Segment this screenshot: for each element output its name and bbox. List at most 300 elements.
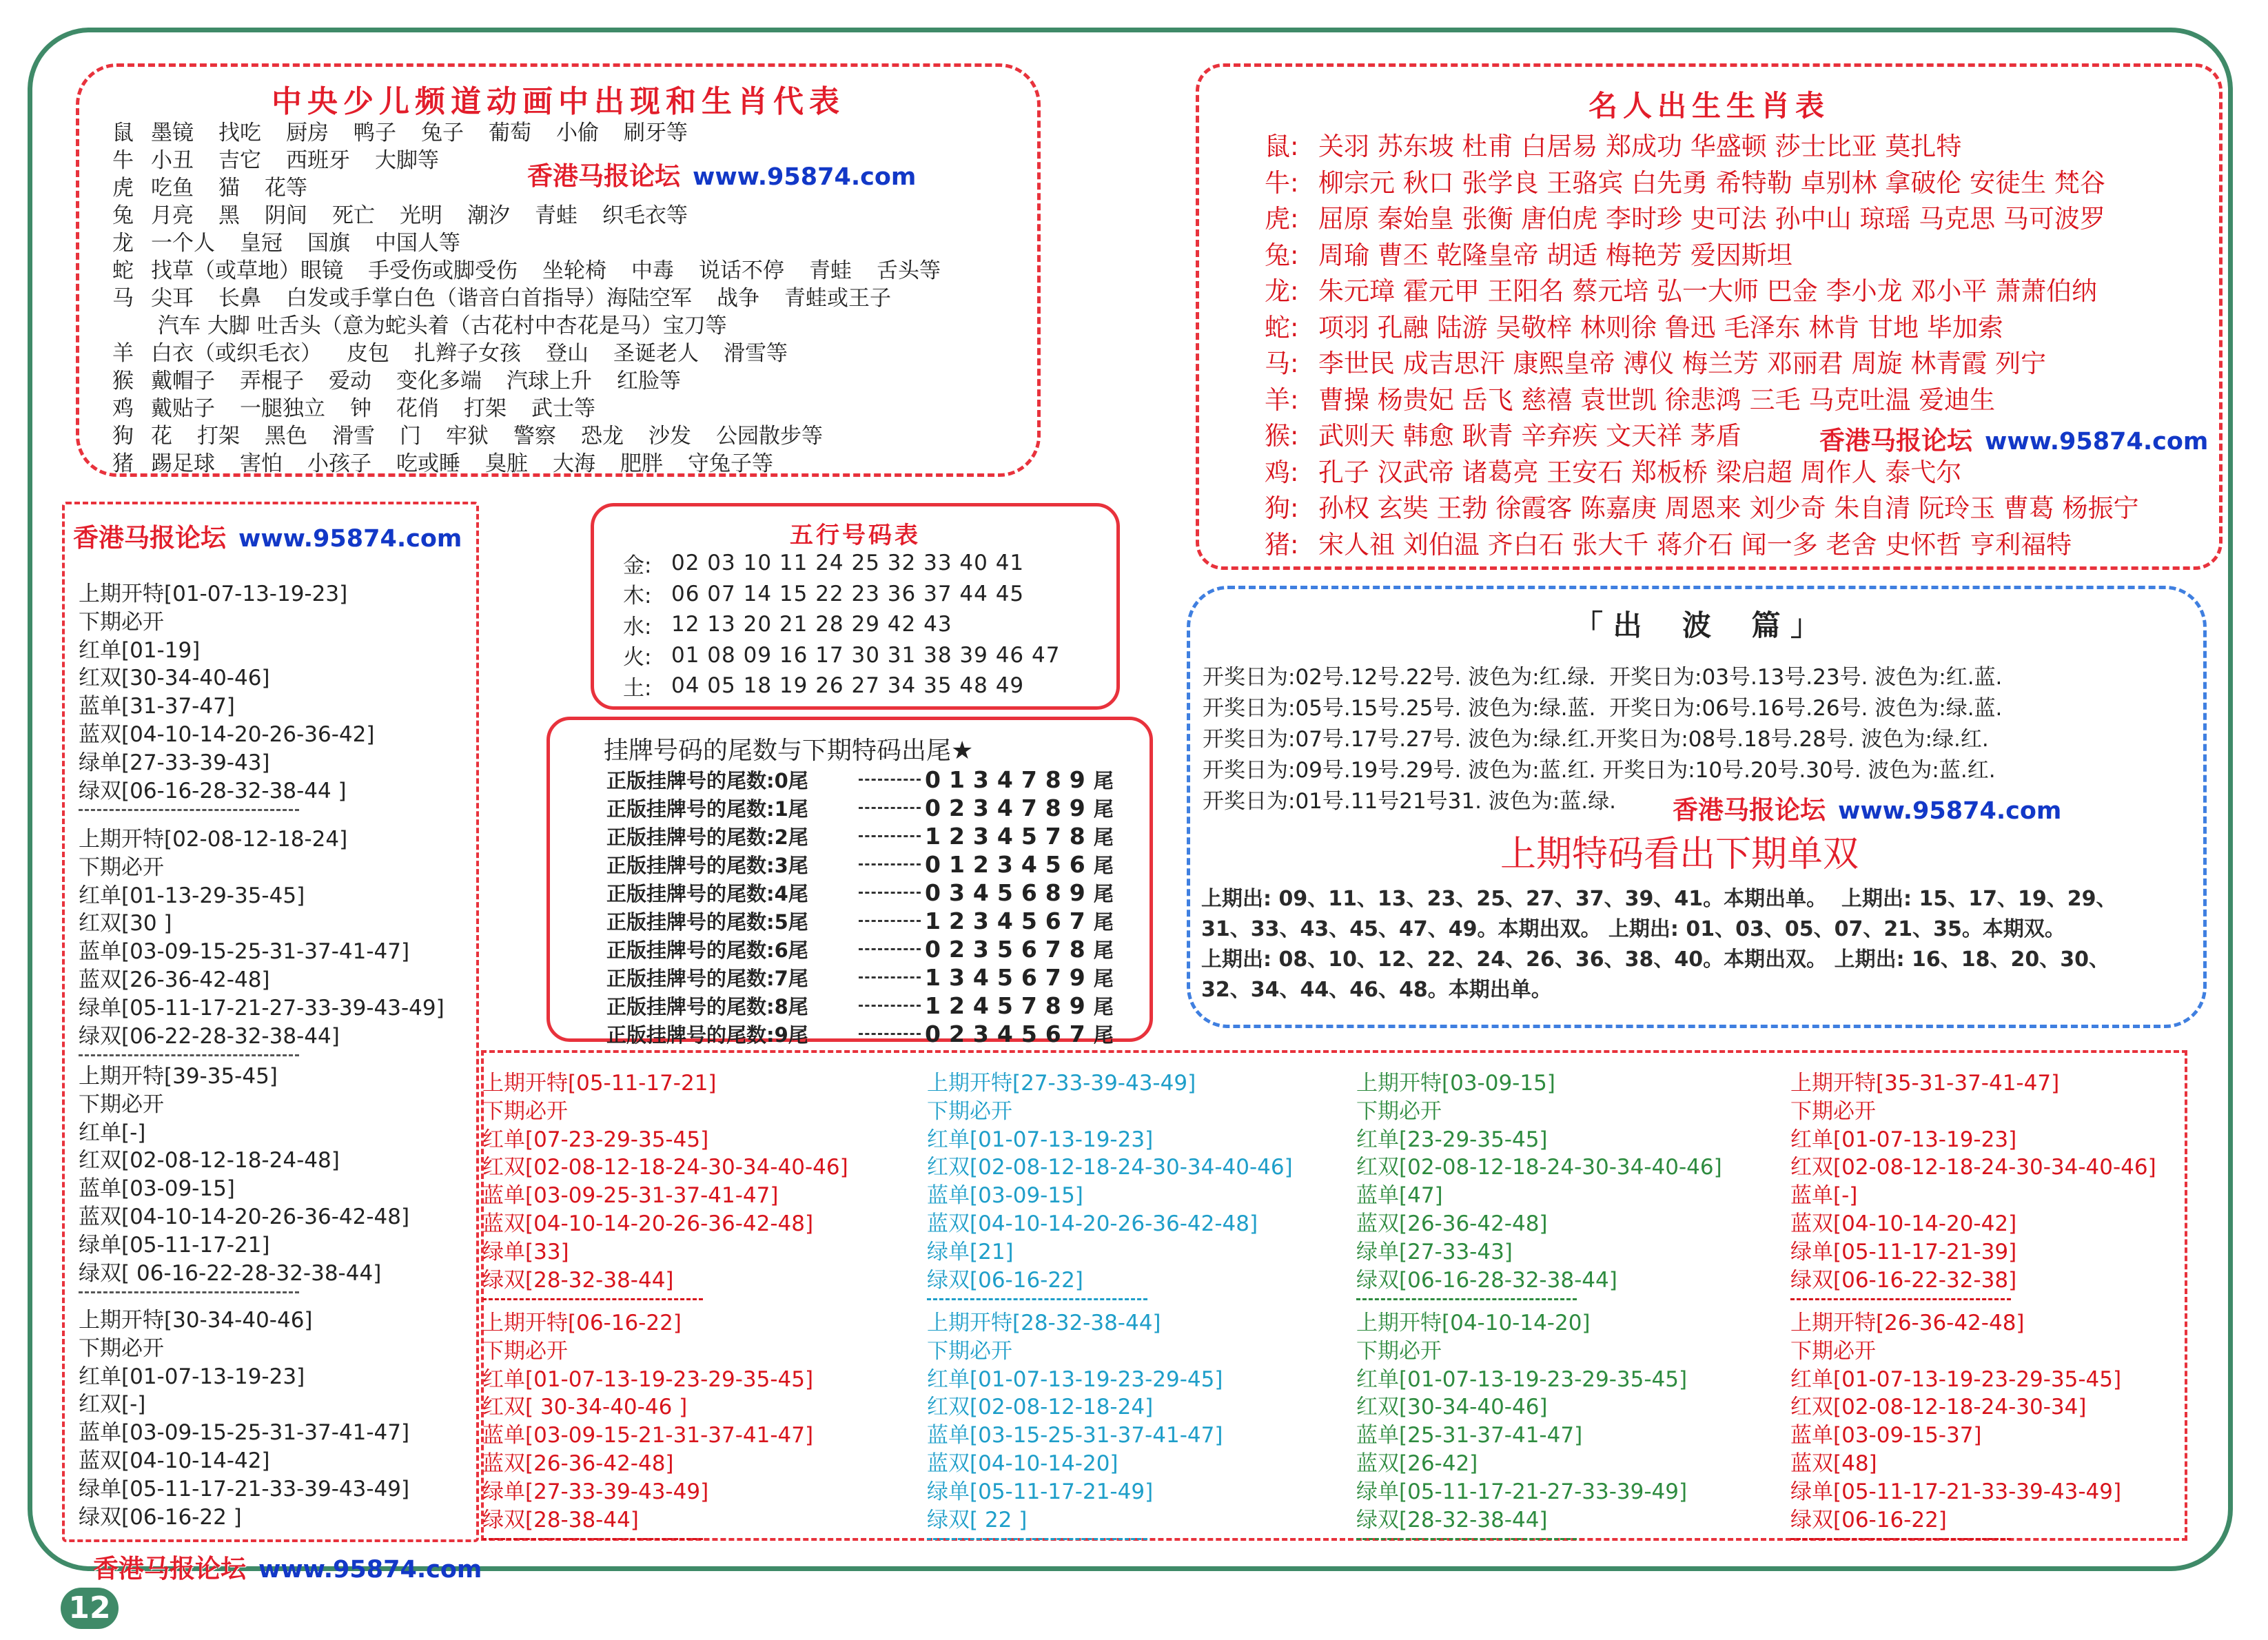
tail-suffix: 尾 bbox=[1093, 854, 1114, 877]
brand-url: www.95874.com bbox=[238, 525, 462, 553]
prediction-line: 蓝单[25-31-37-41-47] bbox=[1356, 1423, 1583, 1448]
celebrity-zodiac: 兔: bbox=[1265, 240, 1299, 270]
zodiac-item: 皮包 bbox=[347, 340, 389, 366]
zodiac-item: 兔子 bbox=[421, 120, 464, 145]
celebrity-names: 武则天 韩愈 耿青 辛弃疾 文天祥 茅盾 bbox=[1318, 421, 1741, 451]
zodiac-item: 恐龙 bbox=[581, 423, 624, 449]
tail-leader bbox=[859, 892, 921, 894]
brand-banner-2 bbox=[1819, 420, 2208, 457]
prediction-line: 红单[01-07-13-19-23] bbox=[79, 1364, 305, 1389]
tail-label: 正版挂牌号的尾数:5尾 bbox=[606, 910, 808, 934]
zodiac-item: 一个人 bbox=[151, 230, 215, 256]
tail-leader bbox=[859, 807, 921, 809]
zodiac-item: 白发或手掌白色（谐音白首指导）海陆空军 bbox=[286, 285, 692, 311]
zodiac-label: 兔 bbox=[112, 203, 134, 228]
zodiac-label: 鼠 bbox=[112, 120, 134, 145]
zodiac-item: 沙发 bbox=[648, 423, 691, 449]
wuxing-element: 金: bbox=[623, 553, 652, 578]
tail-suffix: 尾 bbox=[1093, 939, 1114, 962]
zodiac-item: 大脚等 bbox=[375, 147, 439, 173]
prediction-line: 绿单[05-11-17-21-33-39-43-49] bbox=[79, 1476, 410, 1501]
zodiac-item: 中国人等 bbox=[375, 230, 460, 256]
celebrity-zodiac: 羊: bbox=[1265, 385, 1299, 415]
wave-title: 「 出 波 篇 」 bbox=[1573, 608, 1820, 642]
wave-line: 开奖日为:02号.12号.22号. 波色为:红.绿. 开奖日为:03号.13号.23号. 波色为:红.蓝. bbox=[1203, 665, 2003, 690]
tail-leader bbox=[859, 976, 921, 978]
tail-suffix: 尾 bbox=[1093, 995, 1114, 1018]
prediction-line: 上期开特[02-08-12-18-24] bbox=[79, 827, 348, 852]
prediction-block bbox=[1790, 1309, 2121, 1547]
prediction-line: 绿单[27-33-43] bbox=[1356, 1239, 1513, 1264]
celebrity-zodiac: 猪: bbox=[1265, 529, 1299, 560]
tail-digits: 1345679 bbox=[925, 964, 1094, 991]
prediction-block bbox=[1356, 1069, 1722, 1307]
prediction-line: 绿双[28-38-44] bbox=[482, 1507, 639, 1533]
zodiac-row bbox=[112, 447, 1022, 475]
prediction-line: 蓝双[04-10-14-42] bbox=[79, 1448, 270, 1473]
parity-lines bbox=[1201, 884, 2117, 1005]
prediction-line: 绿双[28-32-38-44] bbox=[482, 1267, 674, 1293]
tail-row bbox=[606, 935, 1114, 963]
prediction-line: 绿双[06-22-28-32-38-44] bbox=[79, 1023, 340, 1049]
tail-label: 正版挂牌号的尾数:1尾 bbox=[606, 797, 808, 821]
celebrity-zodiac: 马: bbox=[1265, 349, 1299, 379]
zodiac-item: 长鼻 bbox=[218, 285, 261, 311]
zodiac-item: 钟 bbox=[350, 396, 371, 421]
prediction-line: 下期必开 bbox=[1356, 1098, 1442, 1124]
zodiac-label: 鸡 bbox=[112, 396, 134, 421]
prediction-line: 下期必开 bbox=[1790, 1338, 1876, 1364]
wave-line: 开奖日为:01号.11号21号31. 波色为:蓝.绿. bbox=[1203, 789, 1616, 814]
zodiac-item: 死亡 bbox=[332, 203, 375, 228]
separator bbox=[927, 1538, 1147, 1540]
celebrity-names: 屈原 秦始皇 张衡 唐伯虎 李时珍 史可法 孙中山 琼瑶 马克思 马可波罗 bbox=[1318, 204, 2105, 234]
prediction-line: 下期必开 bbox=[79, 609, 164, 635]
parity-line: 上期出: 08、10、12、22、24、26、36、38、40。本期出双。 上期出: 16、18、20、30、 bbox=[1201, 947, 2110, 972]
zodiac-item: 青蛙或王子 bbox=[784, 285, 891, 311]
prediction-line: 绿单[05-11-17-21-27-33-39-43-49] bbox=[79, 995, 445, 1021]
prediction-line: 红双[02-08-12-18-24-30-34] bbox=[1790, 1395, 2087, 1420]
prediction-line: 绿单[27-33-39-43] bbox=[79, 750, 270, 775]
tail-label: 正版挂牌号的尾数:3尾 bbox=[606, 854, 808, 877]
tail-digits: 0345689 bbox=[925, 879, 1094, 906]
brand-name: 香港马报论坛 bbox=[93, 1553, 246, 1583]
wuxing-element: 火: bbox=[623, 645, 652, 670]
wuxing-element: 木: bbox=[623, 584, 652, 609]
zodiac-item: 手受伤或脚受伤 bbox=[368, 258, 518, 283]
zodiac-item: 葡萄 bbox=[489, 120, 531, 145]
zodiac-item: 织毛衣等 bbox=[602, 203, 688, 228]
zodiac-item: 吃鱼 bbox=[151, 175, 194, 201]
prediction-line: 绿双[06-16-22-32-38] bbox=[1790, 1267, 2017, 1293]
prediction-line: 蓝单[31-37-47] bbox=[79, 694, 235, 719]
prediction-line: 绿双[ 06-16-22-28-32-38-44] bbox=[79, 1260, 382, 1286]
zodiac-item: 中毒 bbox=[631, 258, 674, 283]
separator bbox=[1790, 1298, 2011, 1300]
zodiac-item: 爱动 bbox=[329, 368, 371, 393]
brand-banner-4 bbox=[1673, 789, 2061, 826]
zodiac-item: 坐轮椅 bbox=[542, 258, 606, 283]
prediction-line: 红双[30-34-40-46] bbox=[79, 666, 270, 691]
tail-row bbox=[606, 879, 1114, 907]
zodiac-item: 黑色 bbox=[265, 423, 307, 449]
zodiac-item: 刷牙等 bbox=[624, 120, 688, 145]
tail-digits: 0234567 bbox=[925, 1021, 1094, 1047]
celebrity-panel bbox=[1196, 63, 2223, 570]
prediction-line: 上期开特[27-33-39-43-49] bbox=[927, 1071, 1196, 1096]
prediction-line: 绿单[05-11-17-21-27-33-39-49] bbox=[1356, 1479, 1688, 1504]
zodiac-item: 守兔子等 bbox=[688, 451, 773, 476]
celebrity-names: 朱元璋 霍元甲 王阳名 蔡元培 弘一大师 巴金 李小龙 邓小平 萧萧伯纳 bbox=[1318, 276, 2098, 307]
tail-suffix: 尾 bbox=[1093, 910, 1114, 934]
zodiac-item: 黑 bbox=[218, 203, 240, 228]
zodiac-item: 弄棍子 bbox=[240, 368, 304, 393]
celebrity-title: 名人出生生肖表 bbox=[1588, 89, 1830, 123]
prediction-line: 红双[02-08-12-18-24] bbox=[927, 1395, 1154, 1420]
zodiac-item: 牢狱 bbox=[446, 423, 489, 449]
tail-rows bbox=[606, 766, 1114, 1048]
prediction-block bbox=[79, 1306, 409, 1531]
prediction-line: 上期开特[30-34-40-46] bbox=[79, 1308, 313, 1333]
zodiac-item: 大海 bbox=[553, 451, 595, 476]
prediction-line: 蓝单[-] bbox=[1790, 1183, 1858, 1209]
celebrity-zodiac: 牛: bbox=[1265, 167, 1299, 198]
zodiac-item: 花 bbox=[151, 423, 172, 449]
prediction-line: 红双[ 30-34-40-46 ] bbox=[482, 1395, 688, 1420]
prediction-line: 蓝单[03-09-15-37] bbox=[1790, 1423, 1982, 1448]
prediction-line: 红单[01-07-13-19-23] bbox=[927, 1127, 1154, 1152]
prediction-line: 红双[-] bbox=[79, 1392, 146, 1417]
tail-row bbox=[606, 1020, 1114, 1048]
tail-leader bbox=[859, 948, 921, 950]
wuxing-row bbox=[623, 640, 1060, 671]
prediction-line: 蓝单[03-09-15-25-31-37-41-47] bbox=[79, 939, 410, 965]
zodiac-row bbox=[112, 365, 1022, 392]
tail-suffix: 尾 bbox=[1093, 967, 1114, 990]
celebrity-names: 孙权 玄奘 王勃 徐霞客 陈嘉庚 周恩来 刘少奇 朱自清 阮玲玉 曹葛 杨振宁 bbox=[1318, 493, 2139, 524]
zodiac-item: 找草（或草地）眼镜 bbox=[151, 258, 343, 283]
prediction-block bbox=[1790, 1069, 2156, 1307]
wave-line: 开奖日为:07号.17号.27号. 波色为:绿.红.开奖日为:08号.18号.28号. 波色为:绿.红. bbox=[1203, 727, 1989, 752]
separator bbox=[1356, 1538, 1577, 1540]
prediction-line: 下期必开 bbox=[482, 1338, 568, 1364]
celebrity-row bbox=[1265, 307, 2139, 344]
brand-url: www.95874.com bbox=[693, 163, 917, 191]
prediction-line: 红单[01-07-13-19-23-29-45] bbox=[927, 1366, 1223, 1392]
celebrity-row bbox=[1265, 380, 2139, 416]
tail-leader bbox=[859, 920, 921, 922]
prediction-line: 绿单[05-11-17-21-49] bbox=[927, 1479, 1154, 1504]
zodiac-item: 武士等 bbox=[531, 396, 595, 421]
prediction-line: 绿单[21] bbox=[927, 1239, 1014, 1264]
prediction-line: 红单[01-13-29-35-45] bbox=[79, 883, 305, 908]
zodiac-row bbox=[112, 282, 1022, 309]
prediction-line: 蓝单[03-09-15] bbox=[927, 1183, 1083, 1209]
prediction-line: 绿双[ 22 ] bbox=[927, 1507, 1028, 1533]
zodiac-row bbox=[112, 337, 1022, 365]
prediction-line: 红双[30-34-40-46] bbox=[1356, 1395, 1548, 1420]
wuxing-numbers: 12 13 20 21 28 29 42 43 bbox=[671, 612, 952, 637]
zodiac-label: 狗 bbox=[112, 423, 134, 449]
zodiac-row bbox=[112, 254, 1022, 282]
zodiac-item: 战争 bbox=[717, 285, 759, 311]
prediction-block bbox=[482, 1069, 848, 1307]
prediction-line: 下期必开 bbox=[79, 854, 164, 880]
tail-leader bbox=[859, 863, 921, 865]
wuxing-numbers: 06 07 14 15 22 23 36 37 44 45 bbox=[671, 581, 1025, 606]
zodiac-row bbox=[112, 227, 1022, 254]
prediction-block bbox=[79, 580, 374, 818]
zodiac-item: 戴帽子 bbox=[151, 368, 215, 393]
zodiac-item: 月亮 bbox=[151, 203, 194, 228]
zodiac-item: 臭脏 bbox=[485, 451, 528, 476]
zodiac-item: 吉它 bbox=[218, 147, 261, 173]
tail-panel bbox=[546, 717, 1153, 1047]
celebrity-zodiac: 蛇: bbox=[1265, 312, 1299, 342]
tail-leader bbox=[859, 779, 921, 781]
prediction-line: 下期必开 bbox=[79, 1335, 164, 1361]
tail-suffix: 尾 bbox=[1093, 1023, 1114, 1047]
zodiac-item: 墨镜 bbox=[151, 120, 194, 145]
prediction-line: 下期必开 bbox=[79, 1091, 164, 1117]
separator bbox=[79, 1054, 299, 1056]
zodiac-item: 找吃 bbox=[218, 120, 261, 145]
zodiac-label: 龙 bbox=[112, 230, 134, 256]
tail-suffix: 尾 bbox=[1093, 769, 1114, 792]
tail-leader bbox=[859, 1033, 921, 1035]
zodiac-label: 蛇 bbox=[112, 258, 134, 283]
prediction-line: 绿单[05-11-17-21-33-39-43-49] bbox=[1790, 1479, 2122, 1504]
prediction-line: 红单[-] bbox=[79, 1120, 146, 1145]
prediction-line: 绿双[06-16-22 ] bbox=[79, 1504, 242, 1530]
prediction-block bbox=[927, 1069, 1293, 1307]
zodiac-item: 汽车 大脚 吐舌头（意为蛇头着（古花村中杏花是马）宝刀等 bbox=[158, 313, 727, 338]
parity-line: 上期出: 09、11、13、23、25、27、37、39、41。本期出单。 上期出: 15、17、19、29、 bbox=[1201, 887, 2117, 911]
celebrity-row bbox=[1265, 163, 2139, 199]
brand-url: www.95874.com bbox=[1985, 428, 2209, 455]
prediction-line: 上期开特[26-36-42-48] bbox=[1790, 1311, 2025, 1335]
celebrity-row bbox=[1265, 271, 2139, 307]
zodiac-item: 扎辫子女孩 bbox=[414, 340, 521, 366]
zodiac-item: 小丑 bbox=[151, 147, 194, 173]
zodiac-item: 舌头等 bbox=[877, 258, 941, 283]
prediction-line: 下期必开 bbox=[1790, 1098, 1876, 1124]
prediction-line: 蓝单[03-09-15] bbox=[79, 1176, 235, 1202]
wuxing-title: 五行号码表 bbox=[790, 522, 921, 549]
prediction-line: 红双[30 ] bbox=[79, 911, 172, 936]
page-number: 12 bbox=[61, 1588, 119, 1629]
wuxing-rows bbox=[623, 548, 1060, 701]
wuxing-numbers: 04 05 18 19 26 27 34 35 48 49 bbox=[671, 673, 1025, 699]
zodiac-item: 打架 bbox=[464, 396, 507, 421]
celebrity-zodiac: 龙: bbox=[1265, 276, 1299, 307]
zodiac-item: 青蛙 bbox=[809, 258, 852, 283]
wuxing-numbers: 01 08 09 16 17 30 31 38 39 46 47 bbox=[671, 642, 1061, 668]
zodiac-item: 尖耳 bbox=[151, 285, 194, 311]
tail-row bbox=[606, 822, 1114, 850]
zodiac-row bbox=[112, 309, 1022, 337]
prediction-line: 蓝双[26-36-42-48] bbox=[79, 967, 270, 992]
prediction-line: 红单[01-19] bbox=[79, 637, 201, 663]
celebrity-row bbox=[1265, 126, 2139, 163]
prediction-block bbox=[1356, 1309, 1687, 1547]
prediction-line: 红双[02-08-12-18-24-48] bbox=[79, 1148, 340, 1173]
celebrity-names: 宋人祖 刘伯温 齐白石 张大千 蒋介石 闻一多 老舍 史怀哲 亨利福特 bbox=[1318, 529, 2072, 560]
zodiac-item: 公园散步等 bbox=[716, 423, 823, 449]
tail-digits: 1234567 bbox=[925, 908, 1094, 934]
tail-row bbox=[606, 794, 1114, 822]
zodiac-item: 吃或睡 bbox=[396, 451, 460, 476]
zodiac-item: 滑雪 bbox=[332, 423, 375, 449]
brand-name: 香港马报论坛 bbox=[527, 161, 680, 191]
prediction-line: 蓝双[04-10-14-20] bbox=[927, 1451, 1118, 1476]
zodiac-item: 一腿独立 bbox=[240, 396, 325, 421]
separator bbox=[1356, 1298, 1577, 1300]
separator bbox=[79, 809, 299, 811]
separator bbox=[482, 1298, 703, 1300]
brand-banner-3 bbox=[73, 517, 462, 554]
zodiac-item: 阴间 bbox=[265, 203, 307, 228]
prediction-line: 蓝双[04-10-14-20-26-36-42] bbox=[79, 721, 375, 747]
zodiac-item: 滑雪等 bbox=[724, 340, 788, 366]
wuxing-row bbox=[623, 670, 1060, 701]
zodiac-row bbox=[112, 199, 1022, 227]
celebrity-row bbox=[1265, 343, 2139, 380]
zodiac-item: 青蛙 bbox=[535, 203, 578, 228]
zodiac-item: 西班牙 bbox=[286, 147, 350, 173]
celebrity-row bbox=[1265, 198, 2139, 235]
zodiac-item: 害怕 bbox=[240, 451, 283, 476]
tail-leader bbox=[859, 835, 921, 837]
prediction-line: 蓝单[03-09-15-21-31-37-41-47] bbox=[482, 1423, 814, 1448]
tail-row bbox=[606, 850, 1114, 879]
zodiac-label: 猪 bbox=[112, 451, 134, 476]
prediction-line: 蓝双[48] bbox=[1790, 1451, 1877, 1476]
brand-name: 香港马报论坛 bbox=[1819, 425, 1972, 455]
zodiac-item: 鸭子 bbox=[354, 120, 396, 145]
brand-name: 香港马报论坛 bbox=[73, 522, 226, 553]
prediction-line: 蓝双[26-36-42-48] bbox=[482, 1451, 674, 1476]
tail-label: 正版挂牌号的尾数:2尾 bbox=[606, 826, 808, 849]
tail-suffix: 尾 bbox=[1093, 882, 1114, 905]
prediction-line: 上期开特[05-11-17-21] bbox=[482, 1071, 717, 1096]
tail-label: 正版挂牌号的尾数:9尾 bbox=[606, 1023, 808, 1047]
celebrity-row bbox=[1265, 452, 2139, 489]
separator bbox=[482, 1538, 703, 1540]
separator bbox=[927, 1298, 1147, 1300]
tail-row bbox=[606, 907, 1114, 935]
zodiac-item: 白衣（或织毛衣） bbox=[151, 340, 322, 366]
tail-label: 正版挂牌号的尾数:7尾 bbox=[606, 967, 808, 990]
prediction-block bbox=[927, 1309, 1223, 1547]
separator bbox=[1790, 1538, 2011, 1540]
wave-subtitle: 上期特码看出下期单双 bbox=[1500, 834, 1859, 875]
prediction-line: 绿单[33] bbox=[482, 1239, 569, 1264]
celebrity-row bbox=[1265, 488, 2139, 524]
zodiac-item: 肥胖 bbox=[620, 451, 663, 476]
zodiac-item: 警察 bbox=[513, 423, 556, 449]
zodiac-item: 国旗 bbox=[307, 230, 350, 256]
tail-digits: 0234789 bbox=[925, 795, 1094, 821]
tail-digits: 1245789 bbox=[925, 992, 1094, 1019]
tail-digits: 0235678 bbox=[925, 936, 1094, 963]
tail-title: 挂牌号码的尾数与下期特码出尾★ bbox=[604, 737, 974, 765]
celebrity-zodiac: 鼠: bbox=[1265, 132, 1299, 162]
prediction-line: 绿双[06-16-22] bbox=[1790, 1507, 1947, 1533]
celebrity-names: 项羽 孔融 陆游 吴敬梓 林则徐 鲁迅 毛泽东 林肯 甘地 毕加索 bbox=[1318, 312, 2003, 342]
tail-row bbox=[606, 766, 1114, 794]
zodiac-item: 打架 bbox=[197, 423, 240, 449]
prediction-line: 绿单[05-11-17-21-39] bbox=[1790, 1239, 2017, 1264]
zodiac-item: 花俏 bbox=[396, 396, 439, 421]
prediction-block bbox=[482, 1309, 813, 1547]
zodiac-item: 厨房 bbox=[286, 120, 329, 145]
celebrity-zodiac: 鸡: bbox=[1265, 457, 1299, 487]
zodiac-item: 小孩子 bbox=[307, 451, 371, 476]
prediction-line: 上期开特[28-32-38-44] bbox=[927, 1311, 1161, 1335]
tail-label: 正版挂牌号的尾数:0尾 bbox=[606, 769, 808, 792]
celebrity-names: 柳宗元 秋口 张学良 王骆宾 白先勇 希特勒 卓别林 拿破伦 安徒生 梵谷 bbox=[1318, 167, 2105, 198]
prediction-line: 红双[02-08-12-18-24-30-34-40-46] bbox=[1790, 1155, 2156, 1180]
prediction-line: 上期开特[03-09-15] bbox=[1356, 1071, 1555, 1096]
prediction-line: 红单[23-29-35-45] bbox=[1356, 1127, 1548, 1152]
zodiac-item: 踢足球 bbox=[151, 451, 215, 476]
prediction-line: 上期开特[04-10-14-20] bbox=[1356, 1311, 1591, 1335]
zodiac-label: 羊 bbox=[112, 340, 134, 366]
celebrity-names: 孔子 汉武帝 诸葛亮 王安石 郑板桥 梁启超 周作人 泰弋尔 bbox=[1318, 457, 1962, 487]
prediction-line: 蓝双[26-36-42-48] bbox=[1356, 1211, 1548, 1236]
prediction-line: 上期开特[01-07-13-19-23] bbox=[79, 582, 348, 606]
prediction-line: 红双[02-08-12-18-24-30-34-40-46] bbox=[927, 1155, 1293, 1180]
zodiac-cartoon-panel bbox=[76, 63, 1041, 477]
tail-suffix: 尾 bbox=[1093, 826, 1114, 849]
tail-leader bbox=[859, 1005, 921, 1007]
wuxing-element: 土: bbox=[623, 675, 652, 701]
prediction-line: 绿双[06-16-28-32-38-44] bbox=[1356, 1267, 1617, 1293]
celebrity-row bbox=[1265, 235, 2139, 271]
zodiac-item: 小偷 bbox=[556, 120, 599, 145]
prediction-line: 蓝单[03-09-15-25-31-37-41-47] bbox=[79, 1420, 410, 1446]
tail-digits: 1234578 bbox=[925, 823, 1094, 850]
prediction-line: 蓝双[04-10-14-20-42] bbox=[1790, 1211, 2017, 1236]
prediction-line: 红单[01-07-13-19-23-29-35-45] bbox=[1356, 1366, 1688, 1392]
prediction-block bbox=[79, 1063, 409, 1300]
prediction-line: 绿单[27-33-39-43-49] bbox=[482, 1479, 709, 1504]
prediction-line: 红单[01-07-13-19-23-29-35-45] bbox=[482, 1366, 814, 1392]
brand-url: www.95874.com bbox=[258, 1556, 482, 1583]
prediction-line: 绿双[28-32-38-44] bbox=[1356, 1507, 1548, 1533]
prediction-line: 蓝双[26-42] bbox=[1356, 1451, 1478, 1476]
prediction-line: 下期必开 bbox=[927, 1098, 1012, 1124]
wave-line: 开奖日为:09号.19号.29号. 波色为:蓝.红. 开奖日为:10号.20号.30号. 波色为:蓝.红. bbox=[1203, 758, 1996, 783]
brand-name: 香港马报论坛 bbox=[1673, 795, 1826, 825]
prediction-line: 蓝双[04-10-14-20-26-36-42-48] bbox=[482, 1211, 814, 1236]
prediction-line: 蓝单[03-15-25-31-37-41-47] bbox=[927, 1423, 1223, 1448]
zodiac-label: 牛 bbox=[112, 147, 134, 173]
brand-banner-5 bbox=[93, 1548, 482, 1585]
wuxing-row bbox=[623, 548, 1060, 579]
zodiac-row bbox=[112, 116, 1022, 144]
prediction-line: 下期必开 bbox=[927, 1338, 1012, 1364]
tail-digits: 0123456 bbox=[925, 851, 1094, 878]
celebrity-names: 关羽 苏东坡 杜甫 白居易 郑成功 华盛顿 莎士比亚 莫扎特 bbox=[1318, 132, 1962, 162]
wave-line: 开奖日为:05号.15号.25号. 波色为:绿.蓝. 开奖日为:06号.16号.26号. 波色为:绿.蓝. bbox=[1203, 696, 2003, 721]
wave-panel bbox=[1187, 586, 2207, 1028]
zodiac-cartoon-title: 中央少儿频道动画中出现和生肖代表 bbox=[272, 84, 845, 119]
zodiac-item: 红脸等 bbox=[617, 368, 681, 393]
zodiac-item: 光明 bbox=[400, 203, 442, 228]
prediction-line: 红单[01-07-13-19-23-29-35-45] bbox=[1790, 1366, 2122, 1392]
